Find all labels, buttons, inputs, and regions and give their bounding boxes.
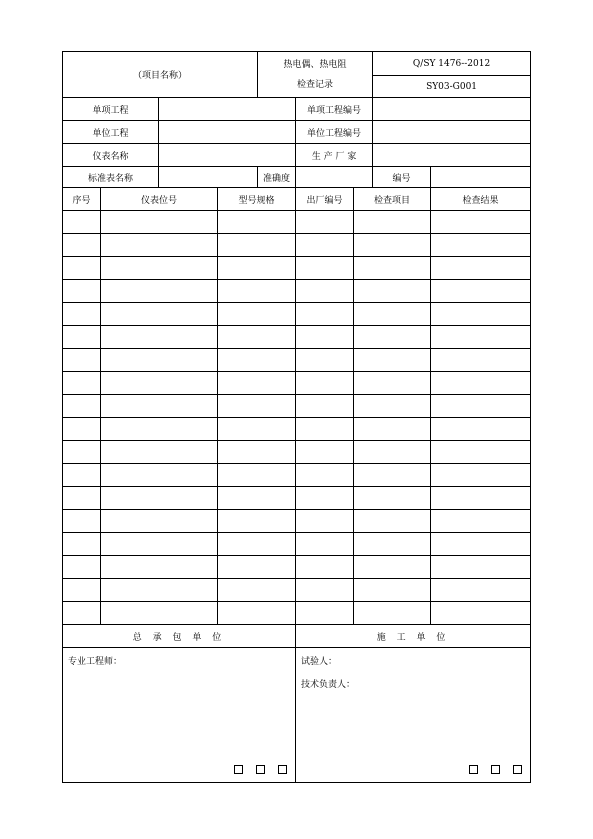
title-line-2: 检查记录	[297, 79, 334, 90]
table-cell[interactable]	[296, 280, 354, 303]
table-cell[interactable]	[218, 372, 296, 395]
table-row	[63, 257, 531, 280]
table-cell[interactable]	[354, 211, 431, 234]
table-cell[interactable]	[431, 211, 531, 234]
table-cell[interactable]	[101, 234, 218, 257]
table-cell[interactable]	[101, 464, 218, 487]
table-cell[interactable]	[354, 326, 431, 349]
table-cell[interactable]	[431, 533, 531, 556]
table-cell[interactable]	[218, 234, 296, 257]
engineer-label: 专业工程师：	[68, 657, 123, 667]
unit-project-no-value[interactable]	[373, 98, 531, 121]
table-row	[63, 602, 531, 625]
table-cell[interactable]	[354, 556, 431, 579]
table-cell[interactable]	[296, 211, 354, 234]
table-cell[interactable]	[218, 418, 296, 441]
construction-unit-label: 施 工 单 位	[296, 625, 531, 648]
construction-signature-area[interactable]	[296, 648, 531, 783]
table-row	[63, 418, 531, 441]
table-row	[63, 326, 531, 349]
table-cell[interactable]	[101, 441, 218, 464]
table-cell[interactable]	[354, 257, 431, 280]
table-cell[interactable]	[354, 533, 431, 556]
col-header-seq: 序号	[63, 188, 101, 211]
tester-label: 试验人：	[301, 657, 338, 667]
data-rows	[63, 211, 531, 625]
table-cell[interactable]	[296, 464, 354, 487]
table-row	[63, 234, 531, 257]
table-cell[interactable]	[296, 326, 354, 349]
table-row	[63, 303, 531, 326]
instrument-name-value[interactable]	[159, 144, 296, 167]
table-cell[interactable]	[63, 280, 101, 303]
table-cell[interactable]	[431, 395, 531, 418]
table-cell[interactable]	[101, 257, 218, 280]
table-cell[interactable]	[431, 257, 531, 280]
table-cell[interactable]	[296, 257, 354, 280]
table-cell[interactable]	[63, 372, 101, 395]
table-row	[63, 349, 531, 372]
table-cell[interactable]	[431, 487, 531, 510]
table-cell[interactable]	[63, 487, 101, 510]
project-name: （项目名称）	[133, 71, 188, 81]
table-cell[interactable]	[101, 602, 218, 625]
table-row	[63, 533, 531, 556]
form-code: SY03-G001	[373, 76, 531, 98]
table-cell[interactable]	[63, 579, 101, 602]
standard-code: Q/SY 1476--2012	[373, 52, 531, 76]
table-cell[interactable]	[218, 257, 296, 280]
sub-project-no-label: 单位工程编号	[296, 121, 373, 144]
table-cell[interactable]	[431, 303, 531, 326]
manufacturer-label: 生 产 厂 家	[296, 144, 373, 167]
table-cell[interactable]	[101, 579, 218, 602]
table-cell[interactable]	[101, 418, 218, 441]
table-cell[interactable]	[431, 510, 531, 533]
table-cell[interactable]	[218, 464, 296, 487]
table-cell[interactable]	[101, 533, 218, 556]
table-cell[interactable]	[218, 487, 296, 510]
table-cell[interactable]	[431, 441, 531, 464]
title-line-1: 热电偶、热电阻	[283, 59, 347, 70]
table-cell[interactable]	[296, 303, 354, 326]
table-cell[interactable]	[296, 533, 354, 556]
table-cell[interactable]	[218, 602, 296, 625]
table-cell[interactable]	[431, 579, 531, 602]
standard-meter-value[interactable]	[159, 167, 258, 188]
table-cell[interactable]	[354, 464, 431, 487]
table-cell[interactable]	[354, 280, 431, 303]
table-row	[63, 556, 531, 579]
table-cell[interactable]	[63, 418, 101, 441]
table-cell[interactable]	[431, 372, 531, 395]
number-value[interactable]	[431, 167, 531, 188]
table-cell[interactable]	[296, 602, 354, 625]
table-cell[interactable]	[431, 349, 531, 372]
table-cell[interactable]	[354, 579, 431, 602]
table-cell[interactable]	[296, 349, 354, 372]
table-row	[63, 487, 531, 510]
table-cell[interactable]	[63, 303, 101, 326]
table-cell[interactable]	[431, 418, 531, 441]
table-cell[interactable]	[101, 211, 218, 234]
general-contractor-label: 总 承 包 单 位	[63, 625, 296, 648]
sub-project-value[interactable]	[159, 121, 296, 144]
table-cell[interactable]	[218, 579, 296, 602]
tech-lead-label: 技术负责人：	[301, 680, 356, 690]
manufacturer-value[interactable]	[373, 144, 531, 167]
table-cell[interactable]	[296, 441, 354, 464]
col-header-position: 仪表位号	[101, 188, 218, 211]
table-row	[63, 441, 531, 464]
unit-project-value[interactable]	[159, 98, 296, 121]
table-cell[interactable]	[354, 234, 431, 257]
table-cell[interactable]	[218, 349, 296, 372]
contractor-signature-area[interactable]	[63, 648, 296, 783]
construction-date-boxes[interactable]	[456, 765, 522, 776]
form-title	[258, 52, 373, 98]
table-cell[interactable]	[63, 234, 101, 257]
sub-project-no-value[interactable]	[373, 121, 531, 144]
table-cell[interactable]	[101, 303, 218, 326]
table-cell[interactable]	[63, 395, 101, 418]
table-cell[interactable]	[296, 579, 354, 602]
table-cell[interactable]	[101, 487, 218, 510]
table-cell[interactable]	[431, 234, 531, 257]
table-cell[interactable]	[296, 395, 354, 418]
table-cell[interactable]	[296, 234, 354, 257]
inspection-record-table	[62, 51, 531, 783]
table-cell[interactable]	[354, 349, 431, 372]
table-cell[interactable]	[101, 349, 218, 372]
table-cell[interactable]	[218, 441, 296, 464]
table-cell[interactable]	[101, 395, 218, 418]
table-cell[interactable]	[431, 326, 531, 349]
col-header-result: 检查结果	[431, 188, 531, 211]
column-header-row	[63, 188, 531, 211]
table-cell[interactable]	[296, 510, 354, 533]
table-cell[interactable]	[354, 510, 431, 533]
table-cell[interactable]	[63, 349, 101, 372]
table-cell[interactable]	[63, 556, 101, 579]
table-cell[interactable]	[354, 418, 431, 441]
table-cell[interactable]	[101, 280, 218, 303]
table-row	[63, 510, 531, 533]
table-cell[interactable]	[354, 372, 431, 395]
project-name-cell	[63, 52, 258, 98]
sub-project-label: 单位工程	[63, 121, 159, 144]
table-row	[63, 464, 531, 487]
table-row	[63, 372, 531, 395]
table-row	[63, 280, 531, 303]
table-cell[interactable]	[218, 280, 296, 303]
table-cell[interactable]	[354, 602, 431, 625]
number-label: 编号	[373, 167, 431, 188]
table-cell[interactable]	[218, 326, 296, 349]
table-cell[interactable]	[296, 487, 354, 510]
col-header-serial: 出厂编号	[296, 188, 354, 211]
table-cell[interactable]	[63, 510, 101, 533]
unit-project-no-label: 单项工程编号	[296, 98, 373, 121]
table-cell[interactable]	[63, 257, 101, 280]
table-cell[interactable]	[63, 602, 101, 625]
table-cell[interactable]	[218, 303, 296, 326]
table-cell[interactable]	[218, 211, 296, 234]
table-cell[interactable]	[218, 510, 296, 533]
table-cell[interactable]	[431, 464, 531, 487]
table-cell[interactable]	[63, 533, 101, 556]
table-cell[interactable]	[101, 556, 218, 579]
table-cell[interactable]	[63, 441, 101, 464]
table-row	[63, 395, 531, 418]
accuracy-label: 准确度	[258, 167, 296, 188]
table-cell[interactable]	[296, 556, 354, 579]
col-header-item: 检查项目	[354, 188, 431, 211]
table-cell[interactable]	[218, 556, 296, 579]
table-cell[interactable]	[431, 556, 531, 579]
table-row	[63, 579, 531, 602]
instrument-name-label: 仪表名称	[63, 144, 159, 167]
col-header-model: 型号规格	[218, 188, 296, 211]
table-cell[interactable]	[101, 326, 218, 349]
table-cell[interactable]	[431, 602, 531, 625]
standard-meter-label: 标准表名称	[63, 167, 159, 188]
table-cell[interactable]	[101, 510, 218, 533]
table-cell[interactable]	[63, 211, 101, 234]
table-cell[interactable]	[354, 395, 431, 418]
table-cell[interactable]	[354, 487, 431, 510]
table-row	[63, 211, 531, 234]
table-cell[interactable]	[431, 280, 531, 303]
table-cell[interactable]	[218, 533, 296, 556]
table-cell[interactable]	[218, 395, 296, 418]
table-cell[interactable]	[354, 303, 431, 326]
unit-project-label: 单项工程	[63, 98, 159, 121]
contractor-date-boxes[interactable]	[221, 765, 287, 776]
table-cell[interactable]	[354, 441, 431, 464]
table-cell[interactable]	[296, 418, 354, 441]
accuracy-value[interactable]	[296, 167, 373, 188]
table-cell[interactable]	[296, 372, 354, 395]
table-cell[interactable]	[101, 372, 218, 395]
table-cell[interactable]	[63, 326, 101, 349]
table-cell[interactable]	[63, 464, 101, 487]
